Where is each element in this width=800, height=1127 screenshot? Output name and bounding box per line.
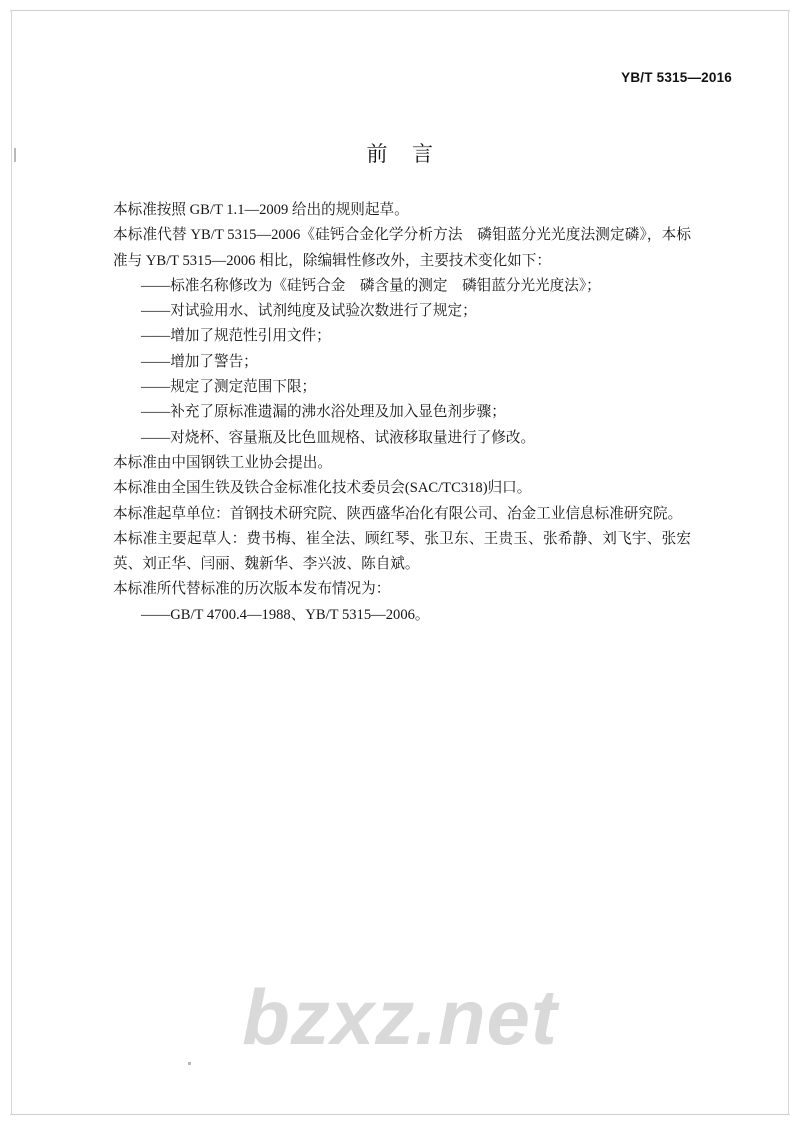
paragraph: 本标准由中国钢铁工业协会提出。 <box>113 454 332 471</box>
paragraph: 本标准由全国生铁及铁合金标准化技术委员会(SAC/TC318)归口。 <box>113 480 532 497</box>
change-item: ——对烧杯、容量瓶及比色皿规格、试液移取量进行了修改。 <box>141 429 536 446</box>
change-item: ——补充了原标准遗漏的沸水浴处理及加入显色剂步骤； <box>141 404 506 421</box>
page-border-bottom <box>10 1114 790 1115</box>
paragraph: 本标准起草单位：首钢技术研究院、陕西盛华冶化有限公司、冶金工业信息标准研究院。 <box>113 505 683 522</box>
page-title <box>0 138 800 168</box>
change-item: ——对试验用水、试剂纯度及试验次数进行了规定； <box>141 303 477 320</box>
paragraph: 本标准代替 YB/T 5315—2006《硅钙合金化学分析方法 磷钼蓝分光光度法测定磷》，本标准与 YB/T 5315—2006 相比，除编辑性修改外，主要技术变化如下： <box>113 227 691 269</box>
page-border-top <box>10 10 790 11</box>
paragraph: 本标准按照 GB/T 1.1—2009 给出的规则起草。 <box>113 202 409 218</box>
change-item: ——增加了警告； <box>141 353 258 370</box>
foreword-body <box>113 198 691 628</box>
page-border-left <box>11 10 12 1115</box>
paragraph: 本标准主要起草人：费书梅、崔全法、顾红琴、张卫东、王贵玉、张希静、刘飞宇、张宏英、刘正华、闫丽、魏新华、李兴波、陈自斌。 <box>113 530 691 573</box>
change-item: ——增加了规范性引用文件； <box>141 328 331 345</box>
previous-version-item: ——GB/T 4700.4—1988、YB/T 5315—2006。 <box>141 606 430 623</box>
change-item: ——标准名称修改为《硅钙合金 磷含量的测定 磷钼蓝分光光度法》； <box>141 277 601 294</box>
page-border-right <box>788 10 789 1115</box>
paragraph: 本标准所代替标准的历次版本发布情况为： <box>113 581 391 598</box>
change-item: ——规定了测定范围下限； <box>141 379 317 396</box>
page-header-standard-code: YB/T 5315—2016 <box>621 70 732 85</box>
page-title-left: 前 <box>366 142 388 166</box>
page-title-right: 言 <box>412 142 434 166</box>
watermark: bzxz.net <box>242 973 558 1061</box>
